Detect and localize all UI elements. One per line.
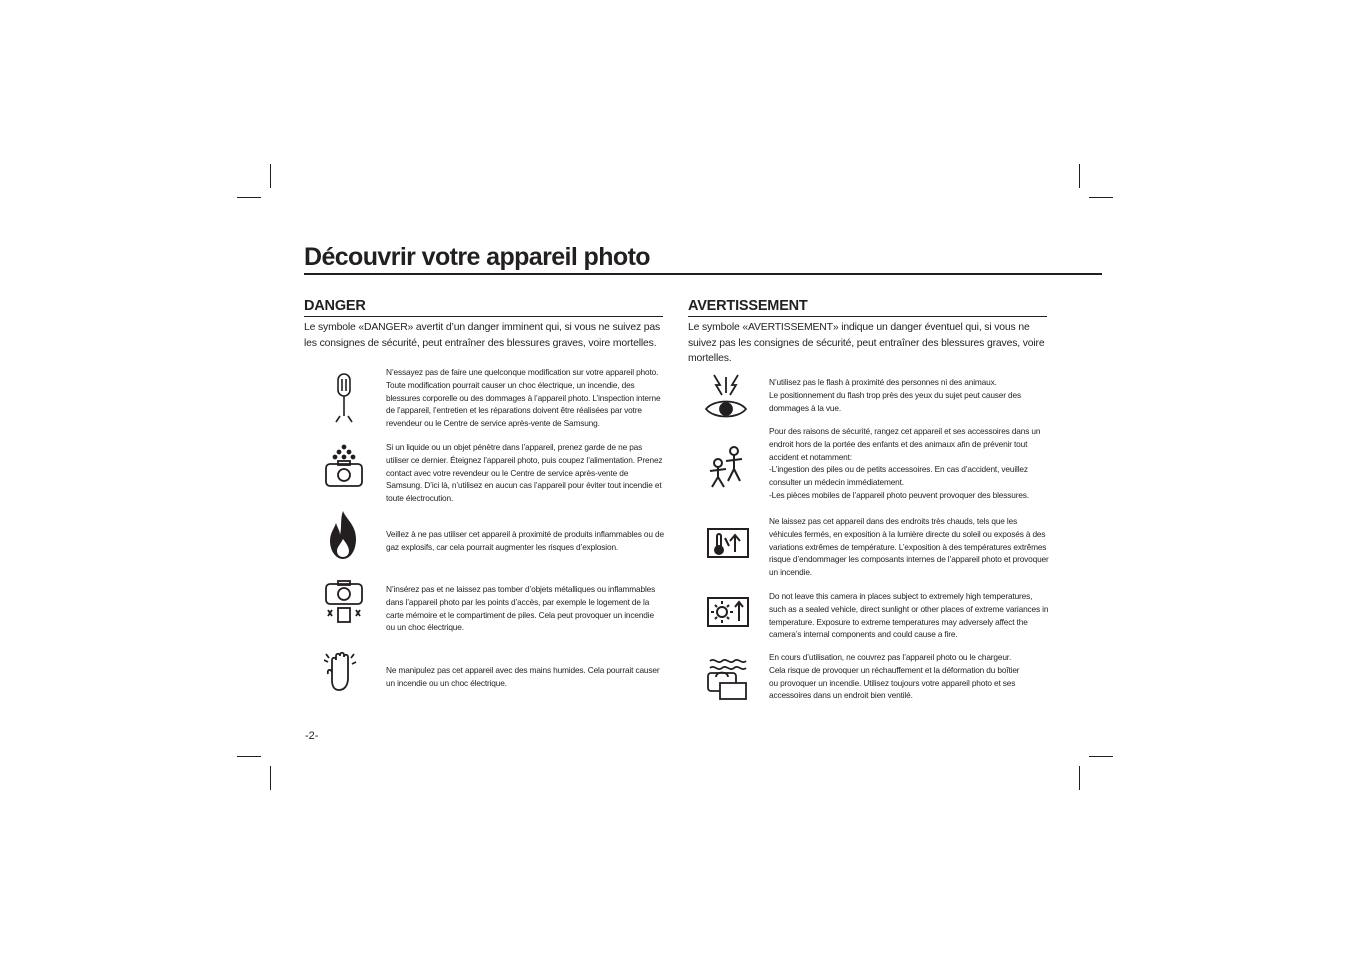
crop-mark [1089, 756, 1113, 757]
danger-item-text: Si un liquide ou un objet pénètre dans l’appareil, prenez garde de ne pas utiliser ce dernier. Éteignez l’appareil photo, puis coupez l’alimentation. Prenez contact avec votre revendeur ou le Centre de service après-vente de Samsung. D’ici là, n’utilisez en aucun cas l’appareil pour éviter tout incendie et toute électrocution. [386, 442, 663, 504]
camera-liquid-icon [322, 444, 366, 488]
wet-hand-icon [324, 650, 360, 692]
danger-item-text: Veillez à ne pas utiliser cet appareil à proximité de produits inflammables ou de gaz explosifs, car cela pourrait augmenter les risques d’explosion. [386, 529, 664, 552]
danger-intro: Le symbole «DANGER» avertit d’un danger imminent qui, si vous ne suivez pas les consignes de sécurité, peut entraîner des blessures graves, voire mortelles. [304, 322, 661, 349]
danger-item-text: Ne manipulez pas cet appareil avec des mains humides. Cela pourrait causer un incendie ou un choc électrique. [386, 665, 660, 688]
crop-mark [1079, 164, 1080, 188]
warning-item-text: Pour des raisons de sécurité, rangez cet appareil et ses accessoires dans un endroit hors de la portée des enfants et des animaux afin de prévenir tout accident et notamment: -L’ingestion des piles ou de petits accessoires. En cas d’accident, veuillez consulter un médecin immédiatement. -Les pièces mobiles de l’appareil photo peuvent provoquer des blessures. [769, 426, 1041, 500]
fire-icon [326, 509, 360, 561]
warning-item-text: Ne laissez pas cet appareil dans des endroits très chauds, tels que les véhicules fermés, en exposition à la lumière directe du soleil ou exposés à des variations extrêmes de température. L’exposition à des températures extrêmes risque d’endommager les composants internes de l’appareil photo et provoquer un incendie. [769, 516, 1049, 578]
sun-temperature-icon [707, 597, 749, 627]
children-icon [704, 445, 748, 489]
warning-item-text: N’utilisez pas le flash à proximité des personnes ni des animaux. Le positionnement du flash trop près des yeux du sujet peut causer des dommages à la vue. [769, 377, 1021, 413]
warning-item-text: Do not leave this camera in places subject to extremely high temperatures, such as a sealed vehicle, direct sunlight or other places of extreme variances in temperature. Exposure to extreme temperatures may adversely affect the camera’s internal components and could cause a fire. [769, 591, 1049, 640]
crop-mark [237, 197, 261, 198]
warning-item-text: En cours d’utilisation, ne couvrez pas l’appareil photo ou le chargeur. Cela risque de provoquer un réchauffement et la déformation du boîtier ou provoquer un incendie. Utilisez toujours votre appareil photo et ses accessoires dans un endroit bien ventilé. [769, 652, 1020, 701]
camera-metal-object-icon [322, 580, 366, 626]
crop-mark [237, 756, 261, 757]
crop-mark [1079, 766, 1080, 790]
danger-item-text: N’essayez pas de faire une quelconque modification sur votre appareil photo. Toute modification pourrait causer un choc électrique, un incendie, des blessures corporelle ou des dommages à l’appareil photo. L’inspection interne de l’appareil, l’entretien et les réparations doivent être réalisées par votre revendeur ou le Centre de service après-vente de Samsung. [386, 367, 661, 429]
danger-heading: DANGER [304, 298, 366, 314]
danger-heading-rule [304, 316, 663, 317]
warning-heading: AVERTISSEMENT [688, 298, 808, 314]
warning-heading-rule [688, 316, 1047, 317]
crop-mark [1089, 197, 1113, 198]
crop-mark [270, 164, 271, 188]
warning-intro: Le symbole «AVERTISSEMENT» indique un danger éventuel qui, si vous ne suivez pas les consignes de sécurité, peut entraîner des blessures graves, voire mortelles. [688, 322, 1045, 364]
crop-mark [270, 766, 271, 790]
covered-camera-heat-icon [704, 655, 750, 701]
danger-item-text: N’insérez pas et ne laissez pas tomber d’objets métalliques ou inflammables dans l’appareil photo par les points d’accès, par exemple le logement de la carte mémoire et le compartiment de piles. Cela peut provoquer un incendie ou un choc électrique. [386, 584, 656, 633]
page-number: -2- [305, 730, 319, 742]
title-rule [304, 273, 1102, 275]
flash-eye-icon [704, 373, 748, 419]
high-temperature-icon [707, 528, 749, 558]
screwdriver-icon [330, 372, 358, 426]
page-title: Découvrir votre appareil photo [304, 243, 650, 271]
